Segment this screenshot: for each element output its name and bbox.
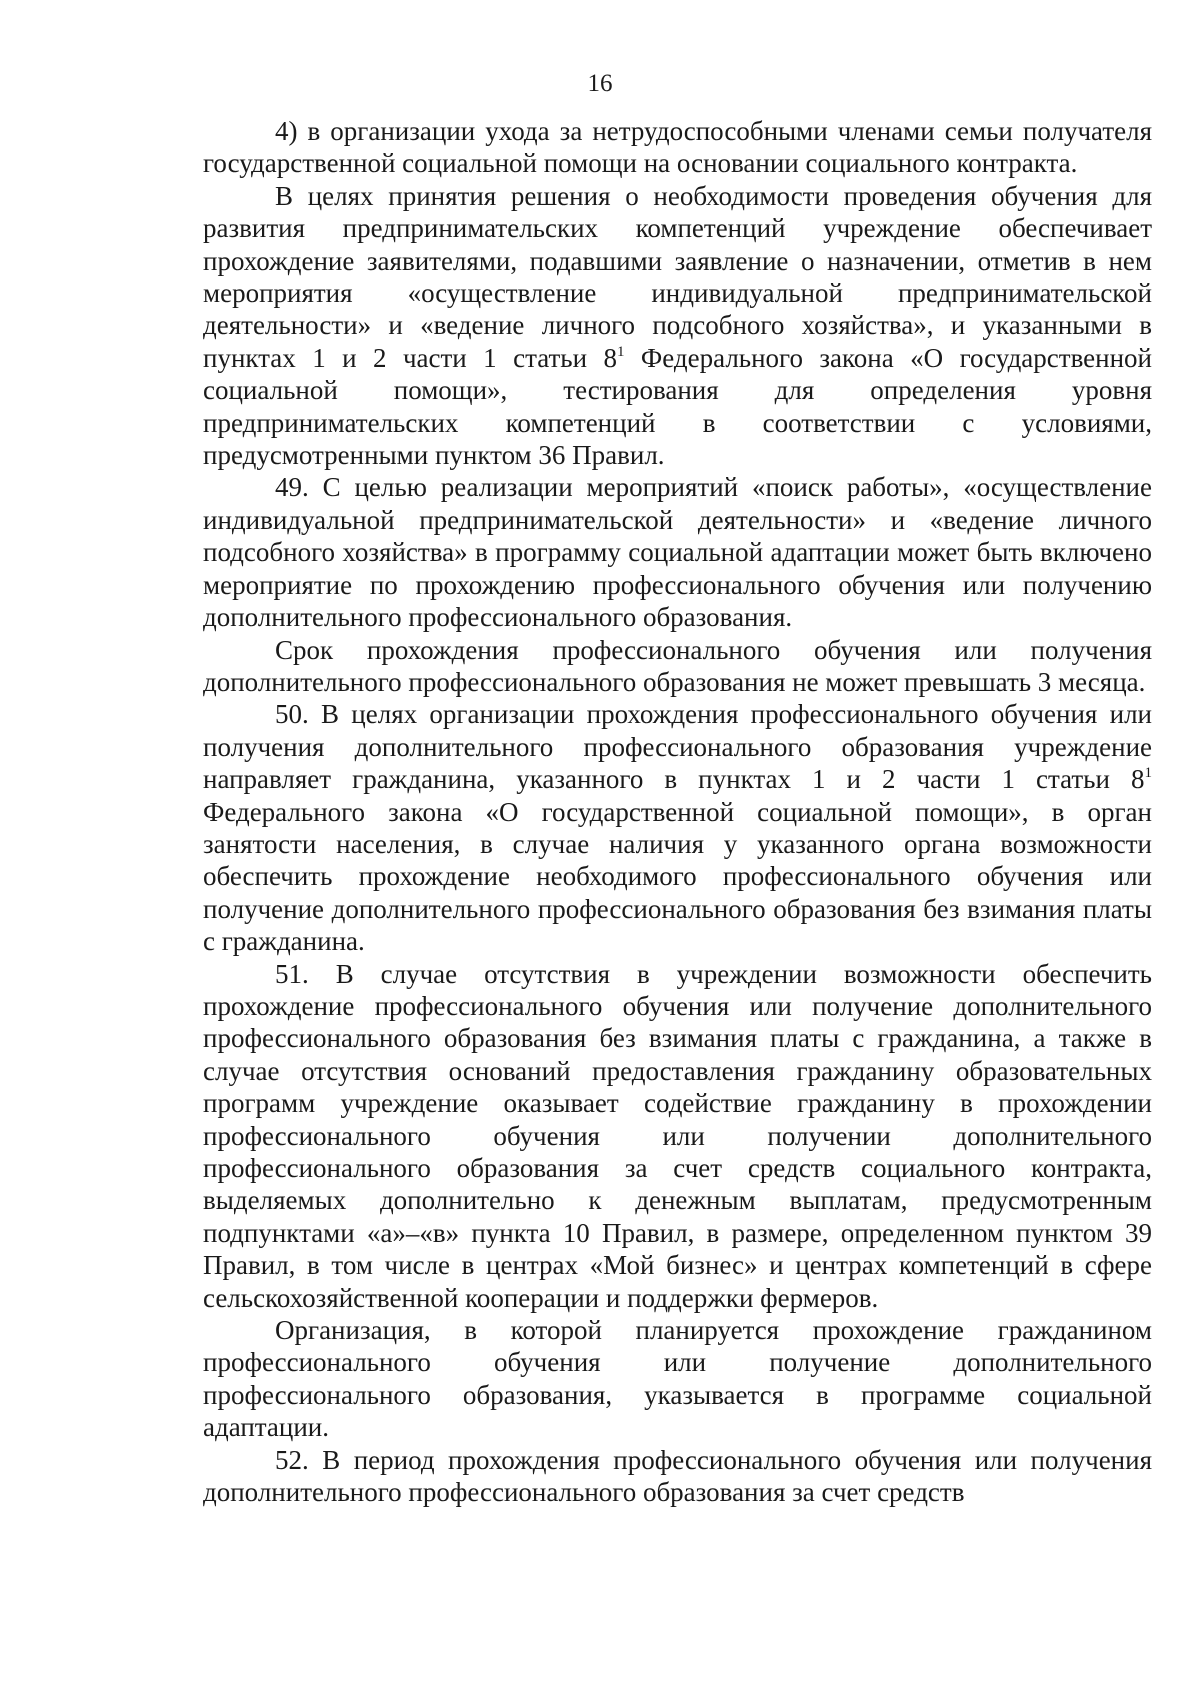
paragraph-text: 50. В целях организации прохождения профессионального обучения или получения дополнительного профессионального образования учреждение направляет гражданина, указанного в пунктах 1 и 2 части 1 статьи 8 [203, 699, 1152, 795]
superscript-article-number: 1 [1144, 765, 1152, 782]
paragraph-item-52: 52. В период прохождения профессионального обучения или получения дополнительного профессионального образования за счет средств [203, 1444, 1152, 1508]
paragraph-training-decision [203, 180, 1152, 472]
paragraph-training-term: Срок прохождения профессионального обучения или получения дополнительного профессионального образования не может превышать 3 месяца. [203, 634, 1152, 697]
paragraph-text: Федерального закона «О государственной социальной помощи», в орган занятости населения, в случае наличия у указанного органа возможности обеспечить прохождение необходимого профессионального обучения или получение дополнительного профессионального образования без взимания платы с гражданина. [203, 796, 1152, 957]
superscript-article-number: 1 [616, 343, 625, 360]
paragraph-item-49: 49. С целью реализации мероприятий «поиск работы», «осуществление индивидуальной предпринимательской деятельности» и «ведение личного подсобного хозяйства» в программу социальной адаптации может быть включено мероприятие по прохождению профессионального обучения или получению дополнительного профессионального образования. [203, 472, 1152, 633]
paragraph-text: Федерального закона «О государственной социальной помощи», тестирования для определения уровня предпринимательских компетенций в соответствии с условиями, предусмотренными пунктом 36 Правил. [203, 342, 1152, 471]
page-number: 16 [587, 70, 613, 97]
paragraph-item-4: 4) в организации ухода за нетрудоспособными членами семьи получателя государственной социальной помощи на основании социального контракта. [203, 116, 1152, 179]
document-body [203, 115, 1152, 1508]
paragraph-item-50 [203, 698, 1152, 957]
paragraph-organization: Организация, в которой планируется прохождение гражданином профессионального обучения или получение дополнительного профессионального образования, указывается в программе социальной адаптации. [203, 1315, 1152, 1443]
paragraph-item-51: 51. В случае отсутствия в учреждении возможности обеспечить прохождение профессионального обучения или получение дополнительного профессионального образования без взимания платы с гражданина, а также в случае отсутствия оснований предоставления гражданину образовательных программ учреждение оказывает содействие гражданину в прохождении профессионального обучения или получении дополнительного профессионального образования за счет средств социального контракта, выделяемых дополнительно к денежным выплатам, предусмотренным подпунктами «а»–«в» пункта 10 Правил, в размере, определенном пунктом 39 Правил, в том числе в центрах «Мой бизнес» и центрах компетенций в сфере сельскохозяйственной кооперации и поддержки фермеров. [203, 958, 1152, 1313]
paragraph-text: В целях принятия решения о необходимости проведения обучения для развития предпринимательских компетенций учреждение обеспечивает прохождение заявителями, подавшими заявление о назначении, отметив в нем мероприятия «осуществление индивидуальной предпринимательской деятельности» и «ведение личного подсобного хозяйства», и указанными в пунктах 1 и 2 части 1 статьи 8 [203, 180, 1152, 373]
